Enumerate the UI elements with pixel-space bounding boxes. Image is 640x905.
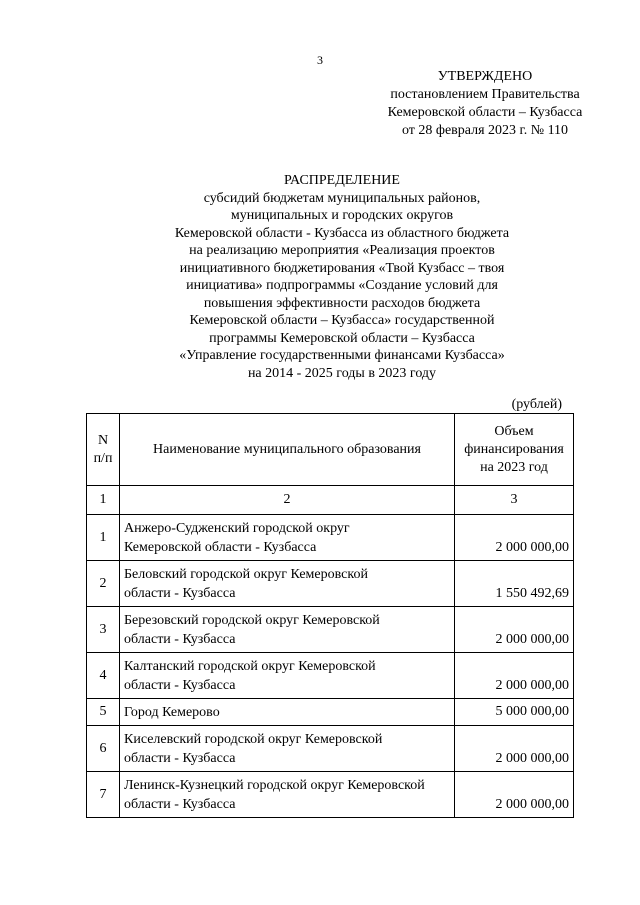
title-line: инициативного бюджетирования «Твой Кузбасс – твоя	[179, 260, 505, 276]
row-amount: 5 000 000,00	[455, 699, 574, 726]
index-cell: 1	[87, 486, 120, 515]
row-name-line: области - Кузбасса	[124, 677, 236, 693]
row-number: 6	[87, 726, 120, 772]
title-line: на 2014 - 2025 годы в 2023 году	[247, 365, 437, 381]
row-name	[120, 726, 455, 772]
table-row	[87, 699, 574, 726]
title-line: Кемеровской области – Кузбасса» государственной	[189, 313, 495, 328]
table-row	[87, 561, 574, 607]
row-name-line: Киселевский городской округ Кемеровской	[124, 731, 383, 747]
header-name: Наименование муниципального образования	[120, 414, 455, 486]
row-name-line: Калтанский городской округ Кемеровской	[124, 658, 376, 674]
approval-stamp	[340, 68, 630, 140]
table-row	[87, 772, 574, 818]
row-name-line: Березовский городской округ Кемеровской	[124, 612, 380, 628]
row-number: 5	[87, 699, 120, 726]
header-number	[87, 414, 120, 486]
row-amount: 2 000 000,00	[455, 515, 574, 561]
approval-line-decree: постановлением Правительства	[390, 87, 580, 102]
row-amount: 2 000 000,00	[455, 653, 574, 699]
header-amount-line: финансирования	[464, 441, 564, 457]
title-line: на реализацию мероприятия «Реализация проектов	[189, 243, 495, 258]
row-name	[120, 653, 455, 699]
header-amount-line: на 2023 год	[480, 459, 548, 475]
title-heading: РАСПРЕДЕЛЕНИЕ	[284, 173, 400, 188]
title-line: повышения эффективности расходов бюджета	[203, 295, 481, 311]
title-line: субсидий бюджетам муниципальных районов,	[203, 190, 481, 206]
row-name-line: области - Кузбасса	[124, 750, 236, 766]
title-line: «Управление государственными финансами Кузбасса»	[179, 348, 505, 363]
index-cell: 2	[120, 486, 455, 515]
page-number: 3	[317, 53, 323, 67]
row-name-line: Анжеро-Судженский городской округ	[124, 520, 350, 536]
index-cell: 3	[455, 486, 574, 515]
approval-line-region: Кемеровской области – Кузбасса	[387, 105, 583, 120]
approval-heading: УТВЕРЖДЕНО	[437, 69, 533, 84]
table-header-row	[87, 414, 574, 486]
row-name	[120, 561, 455, 607]
row-name	[120, 772, 455, 818]
row-name-line: области - Кузбасса	[124, 631, 236, 647]
row-name	[120, 699, 455, 726]
header-amount	[455, 414, 574, 486]
row-name	[120, 607, 455, 653]
row-name-line: Ленинск-Кузнецкий городской округ Кемеровской	[124, 777, 425, 793]
row-amount: 2 000 000,00	[455, 772, 574, 818]
row-number: 1	[87, 515, 120, 561]
row-amount: 2 000 000,00	[455, 607, 574, 653]
title-line: муниципальных и городских округов	[230, 208, 454, 223]
table-row	[87, 607, 574, 653]
row-number: 3	[87, 607, 120, 653]
document-title	[60, 172, 624, 382]
table-row	[87, 726, 574, 772]
title-line: инициатива» подпрограммы «Создание условий для	[186, 278, 498, 293]
row-number: 2	[87, 561, 120, 607]
funding-table	[86, 413, 574, 818]
table-row	[87, 653, 574, 699]
table-index-row	[87, 486, 574, 515]
row-name-line: Город Кемерово	[124, 704, 220, 720]
row-amount: 1 550 492,69	[455, 561, 574, 607]
title-line: Кемеровской области - Кузбасса из областного бюджета	[174, 225, 510, 241]
row-name-line: Кемеровской области - Кузбасса	[124, 539, 317, 555]
header-number-n: N	[97, 432, 109, 448]
title-line: программы Кемеровской области – Кузбасса	[209, 330, 475, 346]
row-name-line: Беловский городской округ Кемеровской	[124, 566, 368, 582]
units-label: (рублей)	[511, 397, 562, 412]
table-row	[87, 515, 574, 561]
row-name	[120, 515, 455, 561]
row-amount: 2 000 000,00	[455, 726, 574, 772]
row-number: 7	[87, 772, 120, 818]
header-amount-line: Объем	[494, 423, 534, 439]
header-number-pp: п/п	[93, 450, 113, 466]
row-name-line: области - Кузбасса	[124, 585, 236, 601]
approval-line-date: от 28 февраля 2023 г. № 110	[401, 123, 569, 138]
row-number: 4	[87, 653, 120, 699]
row-name-line: области - Кузбасса	[124, 796, 236, 812]
